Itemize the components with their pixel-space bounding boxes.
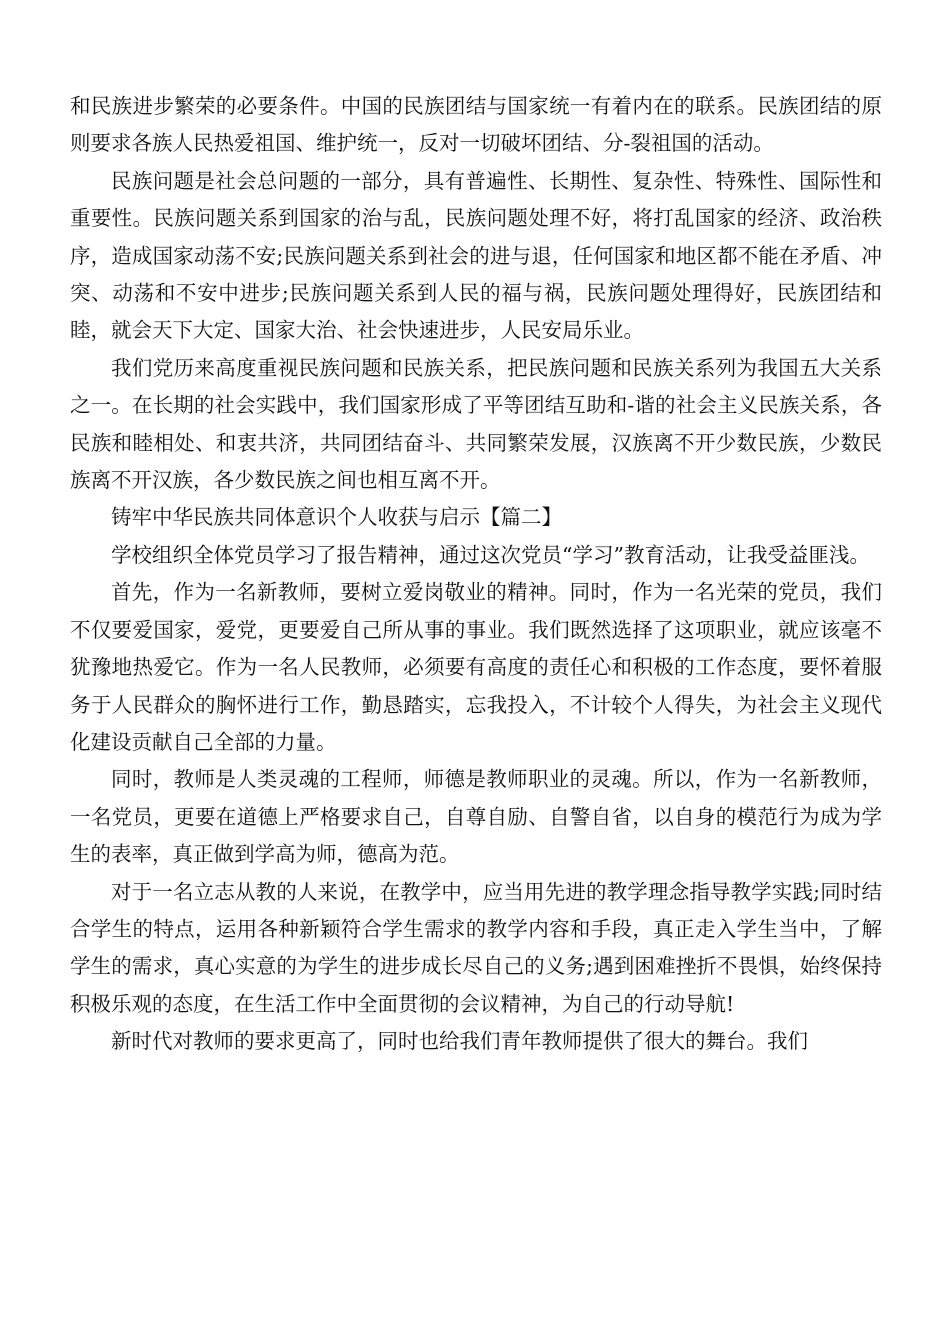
paragraph-study-activity: 学校组织全体党员学习了报告精神，通过这次党员“学习”教育活动，让我受益匪浅。 bbox=[111, 542, 870, 567]
paragraph-teaching-practice: 对于一名立志从教的人来说，在教学中，应当用先进的教学理念指导教学实践;同时结合学生的特点，运用各种新颖符合学生需求的教学内容和手段，真正走入学生当中，了解学生的需求，真心实意的为学生的进步成长尽自己的义务;遇到困难挫折不畏惧，始终保持积极乐观的态度，在生活工作中全面贯彻的会议精神，为自己的行动导航! bbox=[70, 879, 882, 1016]
paragraph-new-era: 新时代对教师的要求更高了，同时也给我们青年教师提供了很大的舞台。我们 bbox=[111, 1029, 808, 1054]
paragraph-dedication: 首先，作为一名新教师，要树立爱岗敬业的精神。同时，作为一名光荣的党员，我们不仅要爱国家，爱党，更要爱自己所从事的事业。我们既然选择了这项职业，就应该毫不犹豫地热爱它。作为一名人民教师，必须要有高度的责任心和积极的工作态度，要怀着服务于人民群众的胸怀进行工作，勤恳踏实，忘我投入，不计较个人得失，为社会主义现代化建设贡献自己全部的力量。 bbox=[70, 580, 882, 754]
paragraph-teacher-ethics: 同时，教师是人类灵魂的工程师，师德是教师职业的灵魂。所以，作为一名新教师，一名党员，更要在道德上严格要求自己，自尊自励、自警自省，以自身的模范行为成为学生的表率，真正做到学高为师，德高为范。 bbox=[70, 767, 882, 867]
paragraph-party-policy: 我们党历来高度重视民族问题和民族关系，把民族问题和民族关系列为我国五大关系之一。在长期的社会实践中，我们国家形成了平等团结互助和-谐的社会主义民族关系，各民族和睦相处、和衷共济，共同团结奋斗、共同繁荣发展，汉族离不开少数民族，少数民族离不开汉族，各少数民族之间也相互离不开。 bbox=[70, 355, 882, 493]
paragraph-ethnic-issues: 民族问题是社会总问题的一部分，具有普遍性、长期性、复杂性、特殊性、国际性和重要性。民族问题关系到国家的治与乱，民族问题处理不好，将打乱国家的经济、政治秩序，造成国家动荡不安;民族问题关系到社会的进与退，任何国家和地区都不能在矛盾、冲突、动荡和不安中进步;民族问题关系到人民的福与祸，民族问题处理得好，民族团结和睦，就会天下大定、国家大治、社会快速进步，人民安局乐业。 bbox=[70, 168, 882, 343]
section-heading: 铸牢中华民族共同体意识个人收获与启示【篇二】 bbox=[111, 505, 562, 530]
document-page bbox=[70, 88, 882, 1061]
paragraph-continued: 和民族进步繁荣的必要条件。中国的民族团结与国家统一有着内在的联系。民族团结的原则要求各族人民热爱祖国、维护统一，反对一切破坏团结、分-裂祖国的活动。 bbox=[70, 94, 882, 156]
